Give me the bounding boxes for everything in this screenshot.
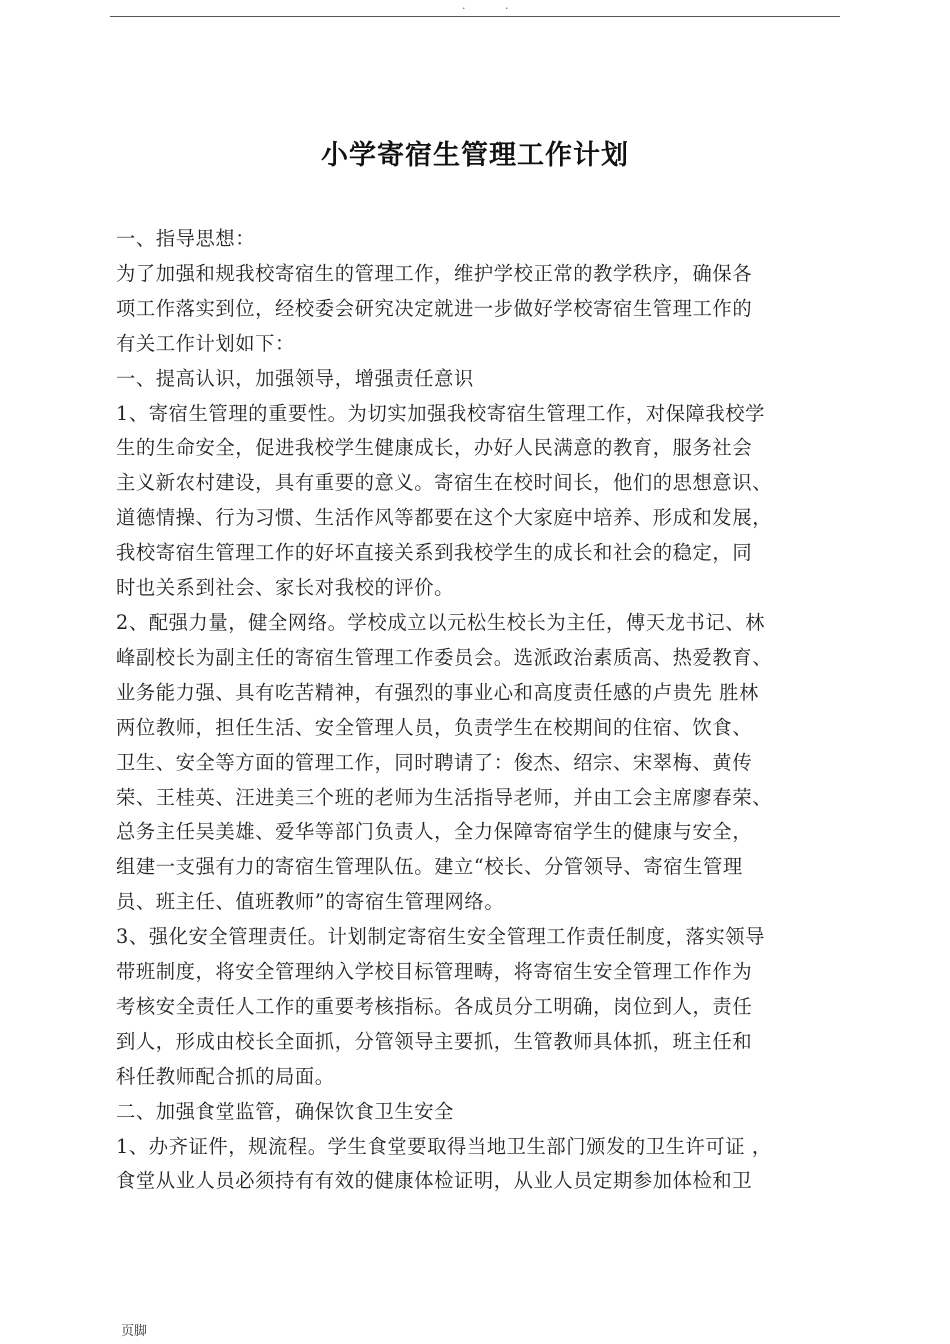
paragraph (116, 257, 838, 362)
text-line: 有关工作计划如下： (116, 331, 295, 355)
text-line: 到人，形成由校长全面抓，分管领导主要抓，生管教师具体抓，班主任和 (116, 1029, 753, 1053)
text-line: 考核安全责任人工作的重要考核指标。各成员分工明确，岗位到人，责任 (116, 994, 753, 1018)
text-line: 主义新农村建设，具有重要的意义。寄宿生在校时间长，他们的思想意识、 (116, 471, 773, 495)
text-line: 科任教师配合抓的局面。 (116, 1064, 335, 1088)
text-line: 生的生命安全，促进我校学生健康成长，办好人民满意的教育，服务社会 (116, 436, 753, 460)
text-line: 项工作落实到位，经校委会研究决定就进一步做好学校寄宿生管理工作的 (116, 296, 753, 320)
document-body (116, 222, 838, 1199)
text-line: 带班制度，将安全管理纳入学校目标管理畴，将寄宿生安全管理工作作为 (116, 960, 753, 984)
text-line: 1、寄宿生管理的重要性。为切实加强我校寄宿生管理工作，对保障我校学 (116, 401, 766, 425)
paragraph (116, 362, 838, 397)
paragraph (116, 1095, 838, 1130)
paragraph (116, 1130, 838, 1200)
text-line: 为了加强和规我校寄宿生的管理工作，维护学校正常的教学秩序，确保各 (116, 261, 753, 285)
text-line: 我校寄宿生管理工作的好坏直接关系到我校学生的成长和社会的稳定，同 (116, 541, 753, 565)
text-line: 时也关系到社会、家长对我校的评价。 (116, 576, 454, 600)
text-line: 卫生、安全等方面的管理工作，同时聘请了：俊杰、绍宗、宋翠梅、黄传 (116, 750, 753, 774)
text-line: 2、配强力量，健全网络。学校成立以元松生校长为主任，傅天龙书记、林 (116, 610, 766, 634)
text-line: 员、班主任、值班教师”的寄宿生管理网络。 (116, 890, 505, 914)
paragraph (116, 920, 838, 1095)
text-line: 一、指导思想： (116, 227, 256, 250)
text-line: 业务能力强、具有吃苦精神，有强烈的事业心和高度责任感的卢贵先 胜林 (116, 680, 759, 704)
text-line: 道德情操、行为习惯、生活作风等都要在这个大家庭中培养、形成和发展， (116, 506, 773, 530)
paragraph (116, 222, 838, 257)
text-line: 总务主任吴美雄、爱华等部门负责人，全力保障寄宿学生的健康与安全， (116, 820, 753, 844)
text-line: 3、强化安全管理责任。计划制定寄宿生安全管理工作责任制度，落实领导 (116, 925, 766, 949)
text-line: 两位教师，担任生活、安全管理人员，负责学生在校期间的住宿、饮食、 (116, 715, 753, 739)
text-line: 组建一支强有力的寄宿生管理队伍。建立“校长、分管领导、寄宿生管理 (116, 855, 743, 879)
text-line: 一、提高认识，加强领导，增强责任意识 (116, 366, 474, 390)
text-line: 二、加强食堂监管，确保饮食卫生安全 (116, 1099, 454, 1123)
header-rule (110, 16, 840, 17)
text-line: 食堂从业人员必须持有有效的健康体检证明，从业人员定期参加体检和卫 (116, 1169, 753, 1193)
text-line: 峰副校长为副主任的寄宿生管理工作委员会。选派政治素质高、热爱教育、 (116, 645, 773, 669)
text-line: 荣、王桂英、汪进美三个班的老师为生活指导老师，并由工会主席廖春荣、 (116, 785, 773, 809)
document-title: 小学寄宿生管理工作计划 (321, 140, 629, 172)
header-mark: · · (462, 2, 527, 15)
page-footer: 页脚 (121, 1324, 148, 1339)
text-line: 1、办齐证件，规流程。学生食堂要取得当地卫生部门颁发的卫生许可证 ， (116, 1134, 772, 1158)
paragraph (116, 606, 838, 920)
paragraph (116, 397, 838, 606)
